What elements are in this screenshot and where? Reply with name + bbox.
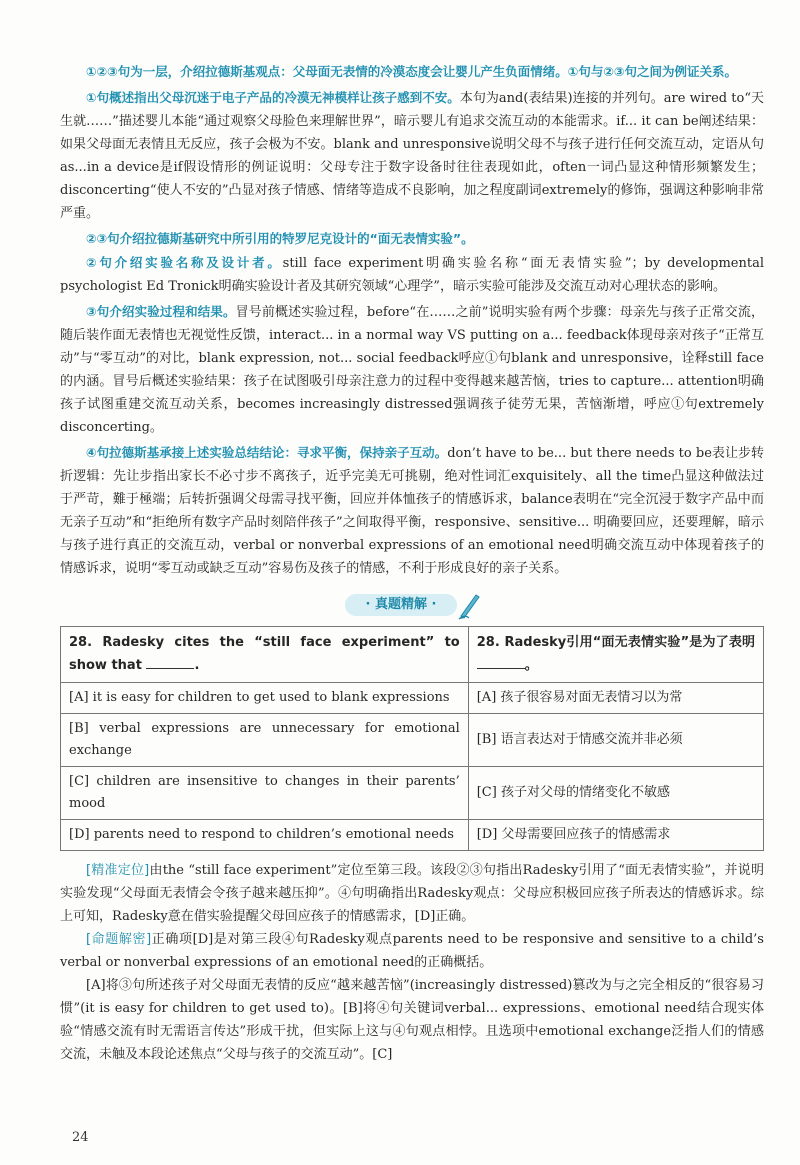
paragraph-6-body: don’t have to be... but there needs to be表让步转折逻辑：先让步指出家长不必寸步不离孩子，近乎完美无可挑剔，绝对性词汇exquisitely、all the time凸显这种做法过于严苛，難于極端；后转折强调父母需寻找平衡，回应并体恤孩子的情感诉求，balance表明在“完全沉浸于数字产品中而无亲子互动”和“拒绝所有数字产品时刻陪伴孩子”之间取得平衡，responsive、sensitive... 明确要回应，还要理解，暗示与孩子进行真正的交流互动，verbal or nonverbal expressions of an emotional need明确交流互动中体现着孩子的情感诉求，说明“零互动或缺乏互动”容易伤及孩子的情感，不利于形成良好的亲子关系。: [60, 446, 764, 576]
option-row: [61, 683, 764, 714]
banner-label: · 真题精解 ·: [345, 594, 457, 616]
pen-icon: [457, 590, 481, 620]
paragraph-1-highlight: ①②③句为一层，介绍拉德斯基观点：父母面无表情的冷漠态度会让婴儿产生负面情绪。①句与②③句之间为例证关系。: [86, 64, 738, 79]
option-row: [61, 714, 764, 767]
section-banner: [345, 592, 479, 618]
paragraph-5-body: 冒号前概述实验过程，before“在……之前”说明实验有两个步骤：母亲先与孩子正常交流，随后装作面无表情也无视觉性反馈，interact... in a normal way VS putting on a... feedback体现母亲对孩子“正常互动”与“零互动”的对比，blank expression, not... social feedback呼应①句blank and unresponsive，诠释still face的内涵。冒号后概述实验结果：孩子在试图吸引母亲注意力的过程中变得越来越苦恼，tries to capture... attention明确孩子试图重建交流互动关系，becomes increasingly distressed强调孩子徒劳无果，苦恼渐增，呼应①句extremely disconcerting。: [60, 305, 764, 435]
option-a-zh: [A] 孩子很容易对面无表情习以为常: [468, 683, 763, 714]
question-stem-row: [61, 627, 764, 683]
analysis-body: [60, 60, 764, 1066]
paragraph-1: [60, 60, 764, 84]
option-c-en: [C] children are insensitive to changes in their parents’ mood: [61, 767, 469, 820]
analysis-location: [精准定位]由the “still face experiment”定位至第三段。该段②③句指出Radesky引用了“面无表情实验”，并说明实验发现“父母面无表情会令孩子越来越压抑”。④句明确指出Radesky观点：父母应积极回应孩子所表达的情感诉求。综上可知，Radesky意在借实验提醒父母回应孩子的情感需求，[D]正确。: [60, 863, 764, 924]
paragraph-5: [60, 300, 764, 439]
answer-blank: [477, 654, 525, 669]
page-number: 24: [72, 1130, 89, 1145]
paragraph-5-highlight: ③句介绍实验过程和结果。: [86, 304, 236, 319]
answer-blank: [146, 654, 194, 669]
option-d-en: [D] parents need to respond to children’s emotional needs: [61, 820, 469, 851]
option-c-zh: [C] 孩子对父母的情绪变化不敏感: [468, 767, 763, 820]
paragraph-3: [60, 227, 764, 251]
question-stem-en: 28. Radesky cites the “still face experiment” to show that .: [61, 627, 469, 683]
question-stem-zh: 28. Radesky引用“面无表情实验”是为了表明 。: [468, 627, 763, 683]
paragraph-3-highlight: ②③句介绍拉德斯基研究中所引用的特罗尼克设计的“面无表情实验”。: [86, 231, 474, 246]
answer-analysis: [60, 859, 764, 1066]
option-row: [61, 820, 764, 851]
option-row: [61, 767, 764, 820]
paragraph-4-highlight: ②句介绍实验名称及设计者。: [86, 255, 283, 270]
paragraph-2: [60, 86, 764, 225]
analysis-distractors: [A]将③句所述孩子对父母面无表情的反应“越来越苦恼”(increasingly distressed)篡改为与之完全相反的“很容易习惯”(it is easy for children to get used to)。[B]将④句关键词verbal... expressions、emotional need结合现实体验“情感交流有时无需语言传达”形成干扰，但实际上这与④句观点相悖。且选项中emotional exchange泛指人们的情感交流，未触及本段论述焦点“父母与孩子的交流互动”。[C]: [60, 978, 764, 1062]
tag-location: [精准定位]: [86, 863, 150, 878]
option-d-zh: [D] 父母需要回应孩子的情感需求: [468, 820, 763, 851]
paragraph-6: [60, 441, 764, 580]
option-b-en: [B] verbal expressions are unnecessary for emotional exchange: [61, 714, 469, 767]
option-a-en: [A] it is easy for children to get used to blank expressions: [61, 683, 469, 714]
analysis-decode: [命题解密]正确项[D]是对第三段④句Radesky观点parents need to be responsive and sensitive to a child’s verbal or nonverbal expressions of an emotional need的正确概括。: [60, 932, 764, 970]
tag-decode: [命题解密]: [86, 932, 152, 947]
paragraph-4: [60, 251, 764, 298]
paragraph-2-highlight: ①句概述指出父母沉迷于电子产品的冷漠无神模样让孩子感到不安。: [86, 90, 460, 105]
question-table: [60, 626, 764, 851]
paragraph-6-highlight: ④句拉德斯基承接上述实验总结结论：寻求平衡，保持亲子互动。: [86, 445, 448, 460]
paragraph-4-body: still face experiment明确实验名称“面无表情实验”；by developmental psychologist Ed Tronick明确实验设计者及其研究领域“心理学”，暗示实验可能涉及交流互动对心理状态的影响。: [60, 256, 764, 294]
option-b-zh: [B] 语言表达对于情感交流并非必须: [468, 714, 763, 767]
paragraph-2-body: 本句为and(表结果)连接的并列句。are wired to“天生就……”描述婴儿本能“通过观察父母脸色来理解世界”，暗示婴儿有追求交流互动的本能需求。if... it can be阐述结果：如果父母面无表情且无反应，孩子会极为不安。blank and unresponsive说明父母不与孩子进行任何交流互动，定语从句as...in a device是if假设情形的例证说明：父母专注于数字设备时往往表现如此，often一词凸显这种情形频繁发生；disconcerting“使人不安的”凸显对孩子情感、情绪等造成不良影响，加之程度副词extremely的修饰，强调这种影响非常严重。: [60, 91, 764, 221]
